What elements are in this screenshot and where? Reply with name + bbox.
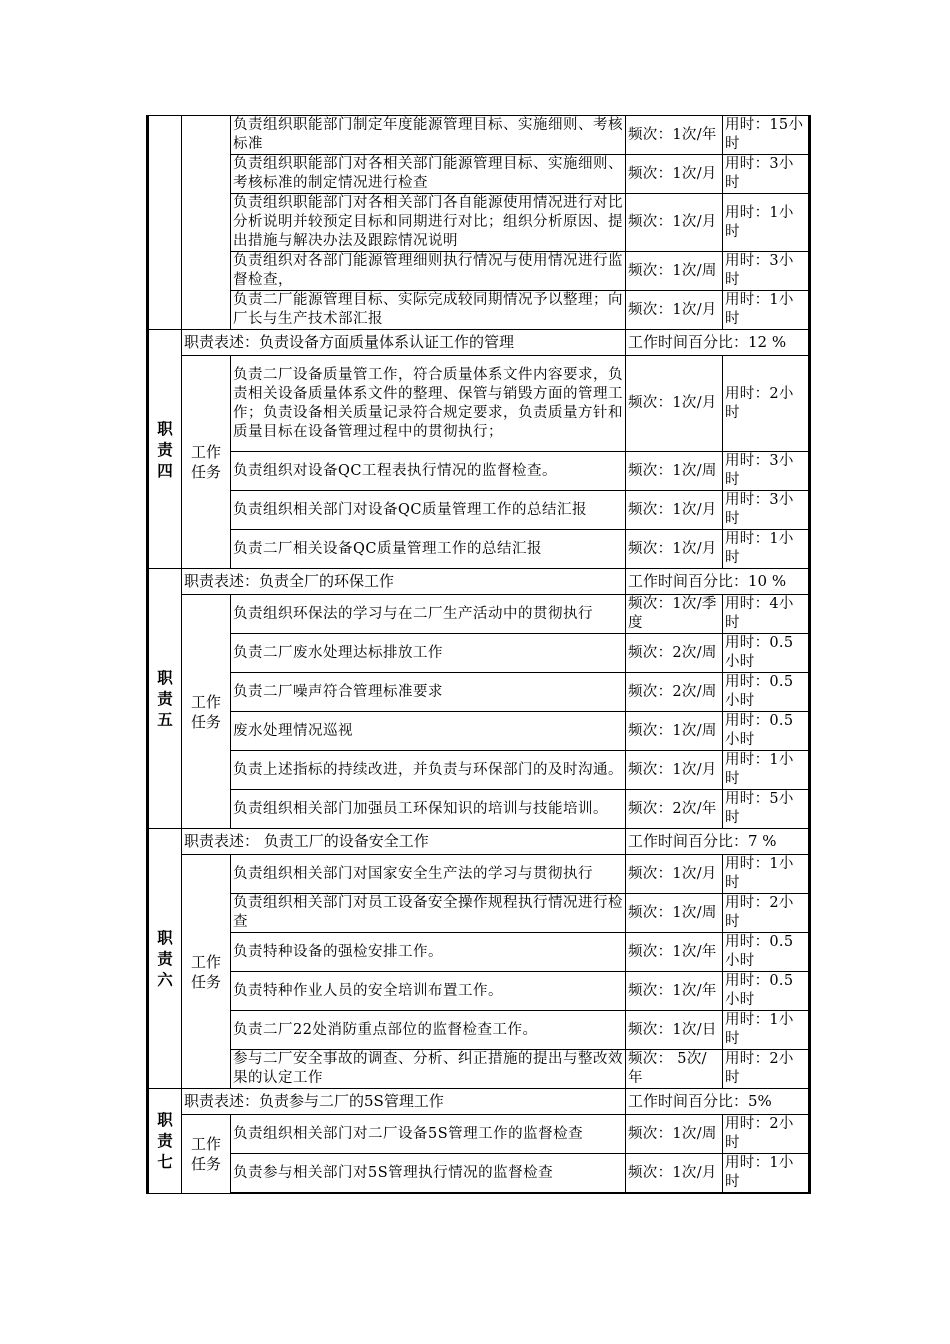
task-hours: 用时：2小时 xyxy=(723,1050,810,1089)
work-time-percentage: 工作时间百分比：5% xyxy=(626,1089,810,1115)
task-hours: 用时：1小时 xyxy=(723,530,810,569)
task-frequency: 频次：1次/日 xyxy=(626,1011,723,1050)
work-time-percentage: 工作时间百分比：10 % xyxy=(626,569,810,595)
task-desc: 负责组织职能部门对各相关部门各自能源使用情况进行对比分析说明并较预定目标和同期进行对比；组织分析原因、提出措施与解决办法及跟踪情况说明 xyxy=(231,194,626,252)
task-frequency: 频次：1次/周 xyxy=(626,452,723,491)
task-desc: 负责组织相关部门对二厂设备5S管理工作的监督检查 xyxy=(231,1115,626,1154)
task-frequency: 频次：1次/月 xyxy=(626,356,723,452)
task-hours: 用时：3小时 xyxy=(723,452,810,491)
task-desc: 负责组织环保法的学习与在二厂生产活动中的贯彻执行 xyxy=(231,595,626,634)
task-hours: 用时：1小时 xyxy=(723,751,810,790)
task-hours: 用时：2小时 xyxy=(723,894,810,933)
task-hours: 用时：0.5小时 xyxy=(723,933,810,972)
task-desc: 负责二厂噪声符合管理标准要求 xyxy=(231,673,626,712)
task-hours: 用时：1小时 xyxy=(723,1011,810,1050)
task-frequency: 频次：1次/年 xyxy=(626,933,723,972)
task-label: 工作 任务 xyxy=(182,1115,231,1194)
task-label: 工作 任务 xyxy=(182,595,231,829)
task-hours: 用时：1小时 xyxy=(723,1154,810,1194)
task-desc: 负责二厂废水处理达标排放工作 xyxy=(231,634,626,673)
task-frequency: 频次： 5次/年 xyxy=(626,1050,723,1089)
task-desc: 负责组织对各部门能源管理细则执行情况与使用情况进行监督检查， xyxy=(231,252,626,291)
task-hours: 用时：0.5小时 xyxy=(723,712,810,751)
task-desc: 负责二厂设备质量管工作，符合质量体系文件内容要求，负责相关设备质量体系文件的整理、保管与销毁方面的管理工作；负责设备相关质量记录符合规定要求，负责质量方针和质量目标在设备管理过程中的贯彻执行； xyxy=(231,356,626,452)
task-hours: 用时：3小时 xyxy=(723,155,810,194)
duty-name: 职 责 五 xyxy=(148,569,182,829)
task-hours: 用时：0.5小时 xyxy=(723,972,810,1011)
task-frequency: 频次：1次/月 xyxy=(626,751,723,790)
task-frequency: 频次：1次/季度 xyxy=(626,595,723,634)
task-hours: 用时：15小时 xyxy=(723,116,810,155)
task-hours: 用时：0.5小时 xyxy=(723,673,810,712)
task-desc: 废水处理情况巡视 xyxy=(231,712,626,751)
task-frequency: 频次：1次/月 xyxy=(626,194,723,252)
task-hours: 用时：5小时 xyxy=(723,790,810,829)
duty-name: 职 责 六 xyxy=(148,829,182,1089)
task-desc: 负责上述指标的持续改进，并负责与环保部门的及时沟通。 xyxy=(231,751,626,790)
task-desc: 负责参与相关部门对5S管理执行情况的监督检查 xyxy=(231,1154,626,1194)
task-frequency: 频次：1次/周 xyxy=(626,894,723,933)
duty-statement: 职责表述：负责设备方面质量体系认证工作的管理 xyxy=(182,330,626,356)
duty-name: 职 责 七 xyxy=(148,1089,182,1194)
task-desc: 负责二厂相关设备QC质量管理工作的总结汇报 xyxy=(231,530,626,569)
duty-table xyxy=(146,115,811,1194)
task-desc: 负责二厂22处消防重点部位的监督检查工作。 xyxy=(231,1011,626,1050)
task-desc: 负责组织职能部门对各相关部门能源管理目标、实施细则、考核标准的制定情况进行检查 xyxy=(231,155,626,194)
duty-name-continued xyxy=(148,116,182,330)
task-frequency: 频次：1次/月 xyxy=(626,855,723,894)
work-time-percentage: 工作时间百分比：7 % xyxy=(626,829,810,855)
task-frequency: 频次：1次/月 xyxy=(626,291,723,330)
task-label: 工作 任务 xyxy=(182,356,231,569)
task-hours: 用时：1小时 xyxy=(723,291,810,330)
task-hours: 用时：1小时 xyxy=(723,855,810,894)
duty-name: 职 责 四 xyxy=(148,330,182,569)
task-desc: 负责组织相关部门加强员工环保知识的培训与技能培训。 xyxy=(231,790,626,829)
task-frequency: 频次：1次/月 xyxy=(626,530,723,569)
task-hours: 用时：4小时 xyxy=(723,595,810,634)
task-desc: 负责组织职能部门制定年度能源管理目标、实施细则、考核标准 xyxy=(231,116,626,155)
task-desc: 负责组织对设备QC工程表执行情况的监督检查。 xyxy=(231,452,626,491)
task-desc: 负责组织相关部门对设备QC质量管理工作的总结汇报 xyxy=(231,491,626,530)
task-hours: 用时：1小时 xyxy=(723,194,810,252)
task-frequency: 频次：1次/月 xyxy=(626,1154,723,1194)
task-label: 工作 任务 xyxy=(182,855,231,1089)
task-frequency: 频次：1次/周 xyxy=(626,252,723,291)
task-desc: 负责二厂能源管理目标、实际完成较同期情况予以整理；向厂长与生产技术部汇报 xyxy=(231,291,626,330)
task-hours: 用时：2小时 xyxy=(723,1115,810,1154)
task-frequency: 频次：1次/周 xyxy=(626,712,723,751)
duty-statement: 职责表述：负责全厂的环保工作 xyxy=(182,569,626,595)
task-desc: 负责特种设备的强检安排工作。 xyxy=(231,933,626,972)
task-hours: 用时：3小时 xyxy=(723,491,810,530)
task-frequency: 频次：1次/月 xyxy=(626,155,723,194)
work-time-percentage: 工作时间百分比：12 % xyxy=(626,330,810,356)
task-frequency: 频次：1次/月 xyxy=(626,491,723,530)
task-hours: 用时：3小时 xyxy=(723,252,810,291)
task-frequency: 频次：1次/年 xyxy=(626,116,723,155)
task-frequency: 频次：2次/周 xyxy=(626,673,723,712)
duty-statement: 职责表述：负责参与二厂的5S管理工作 xyxy=(182,1089,626,1115)
duty-statement: 职责表述： 负责工厂的设备安全工作 xyxy=(182,829,626,855)
task-frequency: 频次：2次/年 xyxy=(626,790,723,829)
task-label-continued xyxy=(182,116,231,330)
task-desc: 负责组织相关部门对员工设备安全操作规程执行情况进行检查 xyxy=(231,894,626,933)
task-frequency: 频次：2次/周 xyxy=(626,634,723,673)
task-desc: 参与二厂安全事故的调查、分析、纠正措施的提出与整改效果的认定工作 xyxy=(231,1050,626,1089)
task-frequency: 频次：1次/年 xyxy=(626,972,723,1011)
task-hours: 用时：2小时 xyxy=(723,356,810,452)
task-frequency: 频次：1次/周 xyxy=(626,1115,723,1154)
task-desc: 负责特种作业人员的安全培训布置工作。 xyxy=(231,972,626,1011)
task-desc: 负责组织相关部门对国家安全生产法的学习与贯彻执行 xyxy=(231,855,626,894)
task-hours: 用时：0.5小时 xyxy=(723,634,810,673)
